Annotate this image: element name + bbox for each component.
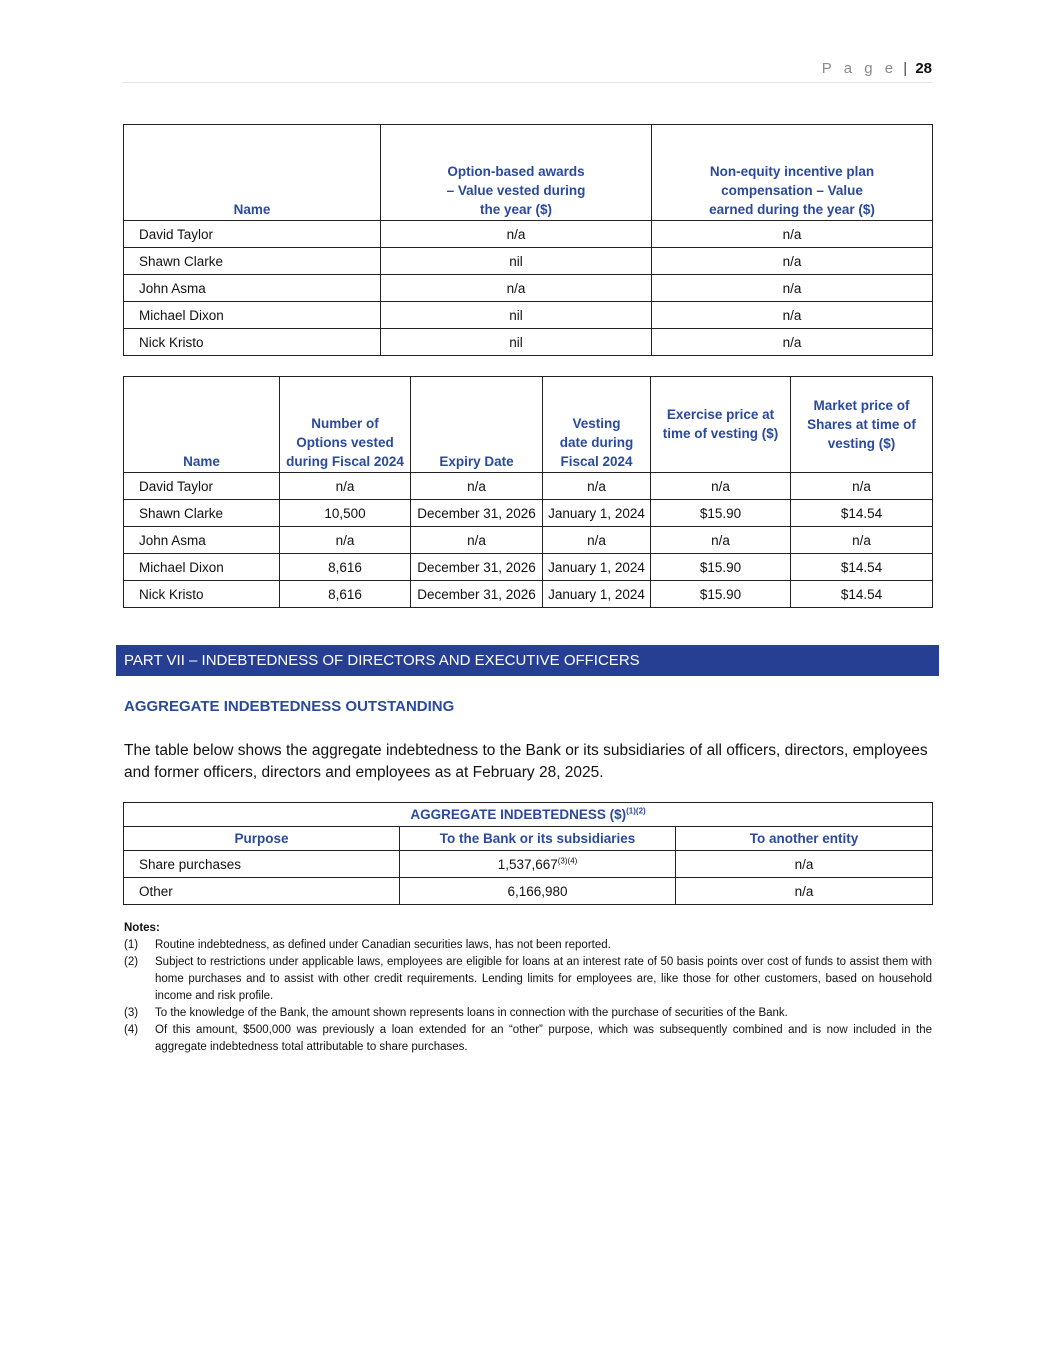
- cell-option-value: n/a: [381, 275, 652, 302]
- table-row: [124, 221, 933, 248]
- col-header-expiry: Expiry Date: [411, 377, 543, 473]
- page-label: P a g e: [821, 60, 898, 77]
- note-item: [124, 937, 932, 954]
- cell-name: Michael Dixon: [124, 302, 381, 329]
- note-item: [124, 1022, 932, 1056]
- cell-name: Michael Dixon: [124, 554, 280, 581]
- col-header-bank: To the Bank or its subsidiaries: [400, 827, 676, 851]
- bank-amount: 6,166,980: [507, 883, 568, 899]
- col-header-non-equity: [652, 125, 933, 221]
- table-row: [124, 248, 933, 275]
- table-row: [124, 527, 933, 554]
- section-band-title: PART VII – INDEBTEDNESS OF DIRECTORS AND EXECUTIVE OFFICERS: [116, 645, 939, 676]
- option-value-vested-table: [123, 124, 933, 356]
- note-number: (4): [124, 1024, 139, 1036]
- cell-exercise: $15.90: [651, 554, 791, 581]
- col-header-vesting-date: [543, 377, 651, 473]
- option-value-header-text: Option-based awards – Value vested during the year ($): [446, 164, 586, 217]
- cell-bank: [400, 851, 676, 878]
- table-row: [124, 329, 933, 356]
- cell-option-value: nil: [381, 248, 652, 275]
- cell-other-entity: n/a: [676, 878, 933, 905]
- cell-non-equity: n/a: [652, 329, 933, 356]
- cell-name: Shawn Clarke: [124, 500, 280, 527]
- cell-exercise: n/a: [651, 473, 791, 500]
- aggregate-title-cell: [124, 803, 933, 827]
- non-equity-header-text: Non-equity incentive plan compensation – Value earned during the year ($): [709, 164, 875, 217]
- cell-non-equity: n/a: [652, 302, 933, 329]
- table-row: [124, 851, 933, 878]
- cell-expiry: December 31, 2026: [411, 581, 543, 608]
- cell-exercise: n/a: [651, 527, 791, 554]
- intro-paragraph: The table below shows the aggregate indebtedness to the Bank or its subsidiaries of all officers, directors, employees and former officers, directors and employees as at February 28, 2025.: [124, 742, 928, 781]
- table-row: [124, 878, 933, 905]
- note-text: Routine indebtedness, as defined under Canadian securities laws, has not been reported.: [155, 939, 611, 951]
- col-header-name: Name: [124, 377, 280, 473]
- cell-purpose: Other: [124, 878, 400, 905]
- page-number: 28: [915, 60, 932, 77]
- note-number: (1): [124, 939, 139, 951]
- options-vested-table: [123, 376, 933, 608]
- page-header: [122, 60, 932, 83]
- cell-vesting: n/a: [543, 527, 651, 554]
- cell-expiry: December 31, 2026: [411, 500, 543, 527]
- aggregate-title: AGGREGATE INDEBTEDNESS ($): [410, 806, 627, 822]
- cell-name: Nick Kristo: [124, 329, 381, 356]
- table-row: [124, 473, 933, 500]
- cell-vesting: January 1, 2024: [543, 500, 651, 527]
- note-item: [124, 954, 932, 1005]
- col-header-market-price: [791, 377, 933, 473]
- cell-expiry: n/a: [411, 527, 543, 554]
- cell-market: n/a: [791, 473, 933, 500]
- note-text: Subject to restrictions under applicable laws, employees are eligible for loans at an interest rate of 50 basis points over cost of funds to assist them with home purchases and to assist with other credit requirements. Lending limits for employees are, like those for other customers, based on household income and risk profile.: [155, 956, 932, 1002]
- cell-non-equity: n/a: [652, 221, 933, 248]
- cell-name: David Taylor: [124, 221, 381, 248]
- cell-name: David Taylor: [124, 473, 280, 500]
- bank-amount-notes: (3)(4): [557, 856, 578, 865]
- note-number: (3): [124, 1007, 139, 1019]
- cell-market: $14.54: [791, 500, 933, 527]
- cell-option-value: n/a: [381, 221, 652, 248]
- cell-exercise: $15.90: [651, 500, 791, 527]
- table-row: [124, 554, 933, 581]
- page-separator: |: [903, 60, 908, 77]
- cell-name: Shawn Clarke: [124, 248, 381, 275]
- cell-expiry: December 31, 2026: [411, 554, 543, 581]
- cell-name: John Asma: [124, 275, 381, 302]
- cell-purpose: Share purchases: [124, 851, 400, 878]
- note-number: (2): [124, 956, 139, 968]
- note-text: To the knowledge of the Bank, the amount shown represents loans in connection with the purchase of securities of the Bank.: [155, 1007, 788, 1019]
- cell-options: n/a: [280, 473, 411, 500]
- col-header-other-entity: To another entity: [676, 827, 933, 851]
- cell-options: 8,616: [280, 554, 411, 581]
- cell-non-equity: n/a: [652, 275, 933, 302]
- col-header-option-value: [381, 125, 652, 221]
- table-row: [124, 275, 933, 302]
- cell-expiry: n/a: [411, 473, 543, 500]
- cell-exercise: $15.90: [651, 581, 791, 608]
- table-row: [124, 500, 933, 527]
- cell-market: $14.54: [791, 554, 933, 581]
- cell-vesting: n/a: [543, 473, 651, 500]
- cell-vesting: January 1, 2024: [543, 554, 651, 581]
- section-subheading: AGGREGATE INDEBTEDNESS OUTSTANDING: [124, 698, 455, 715]
- aggregate-title-notes: (1)(2): [626, 806, 646, 815]
- cell-non-equity: n/a: [652, 248, 933, 275]
- cell-name: John Asma: [124, 527, 280, 554]
- cell-market: n/a: [791, 527, 933, 554]
- aggregate-indebtedness-table: [123, 802, 933, 905]
- col-header-exercise-price: Exercise price at time of vesting ($): [651, 377, 791, 473]
- cell-bank: [400, 878, 676, 905]
- cell-other-entity: n/a: [676, 851, 933, 878]
- notes-title: Notes:: [124, 922, 160, 934]
- bank-amount: 1,537,667: [497, 856, 558, 872]
- table-row: [124, 581, 933, 608]
- cell-option-value: nil: [381, 329, 652, 356]
- cell-vesting: January 1, 2024: [543, 581, 651, 608]
- vesting-date-header-text: Vesting date during Fiscal 2024: [559, 416, 634, 469]
- col-header-purpose: Purpose: [124, 827, 400, 851]
- market-price-header-text: Market price of Shares at time of vesting ($): [807, 397, 916, 451]
- note-text: Of this amount, $500,000 was previously a loan extended for an “other” purpose, which was subsequently combined and is now included in the aggregate indebtedness total attributable to share purchases.: [155, 1024, 932, 1053]
- col-header-name: Name: [124, 125, 381, 221]
- col-header-options-vested: Number of Options vested during Fiscal 2024: [280, 377, 411, 473]
- note-item: [124, 1005, 932, 1022]
- cell-option-value: nil: [381, 302, 652, 329]
- notes-section: [124, 920, 932, 1056]
- cell-options: 8,616: [280, 581, 411, 608]
- cell-name: Nick Kristo: [124, 581, 280, 608]
- cell-options: 10,500: [280, 500, 411, 527]
- cell-market: $14.54: [791, 581, 933, 608]
- table-row: [124, 302, 933, 329]
- cell-options: n/a: [280, 527, 411, 554]
